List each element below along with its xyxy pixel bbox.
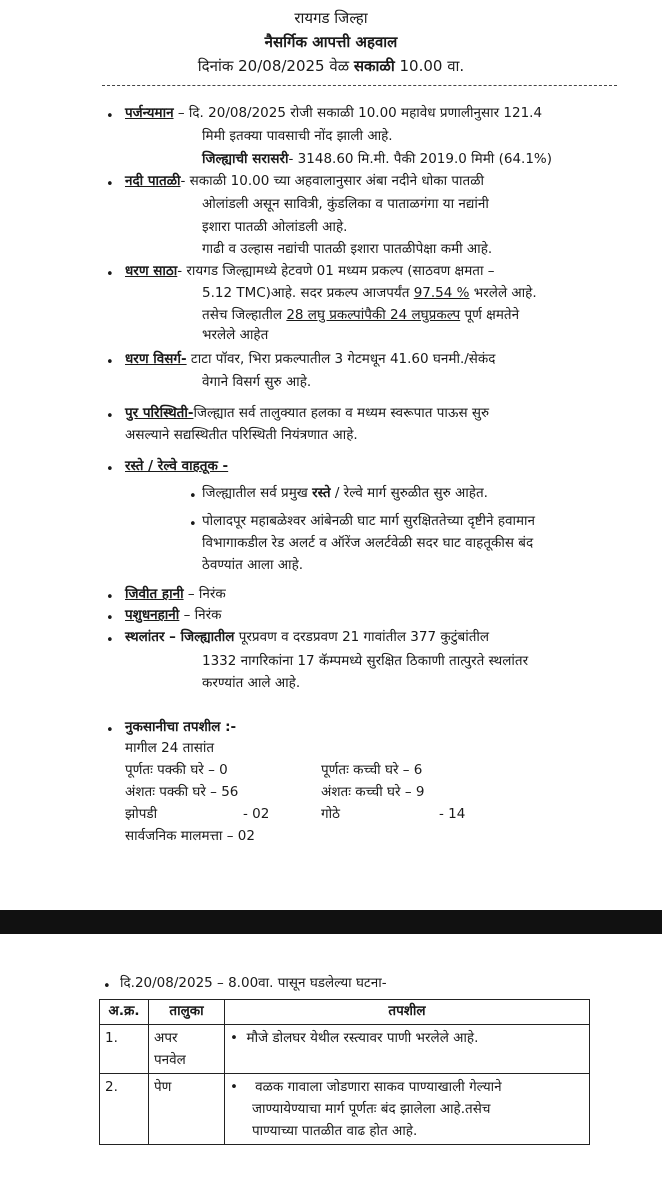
river-line-3: इशारा पातळी ओलांडली आहे. bbox=[202, 219, 348, 235]
relocation-label: स्थलांतर – जिल्ह्यातील bbox=[125, 629, 235, 645]
loss-life bbox=[125, 583, 226, 605]
transport-item-1 bbox=[202, 482, 488, 504]
damage-row-1-right: पूर्णतः कच्ची घरे – 6 bbox=[321, 762, 423, 778]
bullet-icon: • bbox=[106, 409, 114, 424]
cell-serial: 2. bbox=[100, 1074, 149, 1145]
bullet-icon: • bbox=[106, 462, 114, 477]
cell-serial: 1. bbox=[100, 1025, 149, 1074]
flood-line-2: असल्याने सद्यस्थितीत परिस्थिती नियंत्रणात आहे. bbox=[125, 427, 358, 443]
dam-storage-percent: 97.54 % bbox=[413, 285, 470, 301]
report-date bbox=[0, 56, 662, 76]
detail-line-1 bbox=[230, 1076, 584, 1098]
bullet-icon: • bbox=[106, 611, 114, 626]
damage-row-1-left: पूर्णतः पक्की घरे – 0 bbox=[125, 762, 228, 778]
dam-storage-line-3 bbox=[202, 304, 519, 326]
loss-animal-label: पशुधनहानी bbox=[125, 607, 180, 623]
dam-storage-text-3a: तसेच जिल्हातील bbox=[202, 307, 287, 323]
cell-taluka bbox=[149, 1025, 225, 1074]
river-line-1 bbox=[125, 170, 484, 192]
damage-shed-label: गोठे bbox=[321, 806, 340, 822]
relocation-text-1: पूरप्रवण व दरडप्रवण 21 गावांतील 377 कुटुंबांतील bbox=[234, 629, 490, 645]
date-time-bold: सकाळी bbox=[353, 57, 395, 75]
bullet-icon: • bbox=[106, 177, 114, 192]
damage-row-2-left: अंशतः पक्की घरे – 56 bbox=[125, 784, 239, 800]
detail-line-2: जाण्यायेण्याचा मार्ग पूर्णतः बंद झालेला आहे.तसेच bbox=[252, 1101, 491, 1117]
rainfall-line-2: मिमी इतक्या पावसाची नोंद झाली आहे. bbox=[202, 128, 393, 144]
report-title: नैसर्गिक आपत्ती अहवाल bbox=[264, 33, 398, 51]
transport-label-text: रस्ते / रेल्वे वाहतूक - bbox=[125, 458, 229, 474]
bullet-icon: • bbox=[103, 979, 111, 994]
river-line-2: ओलांडली असून सावित्री, कुंडलिका व पाताळगंगा या नद्यांनी bbox=[202, 196, 489, 212]
page-break bbox=[0, 910, 662, 934]
bullet-icon: • bbox=[106, 723, 114, 738]
river-text-1: - सकाळी 10.00 च्या अहवालानुसार अंबा नदीने धोका पातळी bbox=[180, 173, 484, 189]
flood-text-1: जिल्ह्यात सर्व तालुक्यात हलका व मध्यम स्वरूपात पाऊस सुरु bbox=[193, 405, 490, 421]
bullet-icon: • bbox=[230, 1079, 256, 1095]
transport-item-1-bold: रस्ते bbox=[312, 485, 331, 501]
flood-label: पुर परिस्थिती- bbox=[125, 405, 194, 421]
relocation-line-3: करण्यांत आले आहे. bbox=[202, 675, 301, 691]
loss-animal-value: – निरंक bbox=[179, 607, 222, 623]
incidents-table bbox=[99, 999, 590, 1145]
dam-storage-label: धरण साठा bbox=[125, 263, 178, 279]
dam-storage-text-2a: 5.12 TMC)आहे. सदर प्रकल्प आजपर्यंत bbox=[202, 285, 414, 301]
dam-storage-line-4: भरलेले आहेत bbox=[202, 327, 269, 343]
bullet-icon: • bbox=[106, 590, 114, 605]
dam-storage-minor-projects: 28 लघु प्रकल्पांपैकी 24 लघुप्रकल्प bbox=[286, 307, 461, 323]
loss-animal bbox=[125, 604, 222, 626]
rainfall-average-label: जिल्ह्याची सरासरी bbox=[202, 151, 289, 167]
damage-hut-label: झोपडी bbox=[125, 806, 158, 822]
detail-line-1 bbox=[230, 1027, 584, 1049]
transport-item-2-line-1: पोलादपूर महाबळेश्वर आंबेनळी घाट मार्ग सुरक्षिततेच्या दृष्टीने हवामान bbox=[202, 513, 536, 529]
rainfall-average-value: - 3148.60 मि.मी. पैकी 2019.0 मिमी (64.1%) bbox=[288, 151, 553, 167]
damage-shed-value: - 14 bbox=[439, 806, 466, 822]
relocation-line-1 bbox=[125, 626, 489, 648]
transport-item-2-line-3: ठेवण्यांत आला आहे. bbox=[202, 557, 304, 573]
incidents-heading: दि.20/08/2025 – 8.00वा. पासून घडलेल्या घटना- bbox=[120, 975, 387, 991]
bullet-icon: • bbox=[106, 355, 114, 370]
dam-storage-line-1 bbox=[125, 260, 495, 282]
damage-hut-value: - 02 bbox=[243, 806, 270, 822]
relocation-line-2: 1332 नागरिकांना 17 कॅम्पमध्ये सुरक्षित ठिकाणी तात्पुरते स्थलांतर bbox=[202, 653, 529, 669]
dam-storage-text-3b: पूर्ण क्षमतेने bbox=[460, 307, 520, 323]
table-row bbox=[100, 1025, 590, 1074]
rainfall-average bbox=[202, 148, 552, 170]
loss-life-label: जिवीत हानी bbox=[125, 586, 184, 602]
bullet-icon: • bbox=[106, 109, 114, 124]
bullet-icon: • bbox=[230, 1030, 247, 1046]
damage-row-2-right: अंशतः कच्ची घरे – 9 bbox=[321, 784, 425, 800]
flood-line-1 bbox=[125, 402, 489, 424]
transport-label bbox=[125, 455, 228, 477]
transport-item-1-b: / रेल्वे मार्ग सुरुळीत सुरु आहेत. bbox=[330, 485, 488, 501]
river-label: नदी पातळी bbox=[125, 173, 181, 189]
sub-bullet-icon: • bbox=[189, 489, 197, 504]
dam-discharge-line-1 bbox=[125, 348, 495, 370]
dam-storage-text-1: - रायगड जिल्ह्यामध्ये हेटवणे 01 मध्यम प्रकल्प (साठवण क्षमता – bbox=[177, 263, 495, 279]
dam-storage-text-2b: भरलेले आहे. bbox=[469, 285, 537, 301]
table-header-row bbox=[100, 1000, 590, 1025]
date-prefix: दिनांक 20/08/2025 वेळ bbox=[197, 57, 350, 75]
col-header-details: तपशील bbox=[225, 1000, 590, 1025]
date-suffix: 10.00 वा. bbox=[399, 57, 465, 75]
cell-detail bbox=[225, 1074, 590, 1145]
transport-item-1-a: जिल्ह्यातील सर्व प्रमुख bbox=[202, 485, 313, 501]
table-row bbox=[100, 1074, 590, 1145]
damage-period: मागील 24 तासांत bbox=[125, 740, 215, 756]
detail-text: वळक गावाला जोडणारा साकव पाण्याखाली गेल्याने bbox=[255, 1079, 502, 1095]
dam-storage-line-2 bbox=[202, 282, 537, 304]
damage-label-text: नुकसानीचा तपशील :- bbox=[125, 719, 237, 735]
dam-discharge-label: धरण विसर्ग- bbox=[125, 351, 187, 367]
rainfall-label: पर्जन्यमान bbox=[125, 105, 174, 121]
transport-item-2-line-2: विभागाकडील रेड अलर्ट व ऑरेंज अलर्टवेळी सदर घाट वाहतूकीस बंद bbox=[202, 535, 534, 551]
bullet-icon: • bbox=[106, 267, 114, 282]
loss-life-value: – निरंक bbox=[183, 586, 226, 602]
taluka-line-2: पनवेल bbox=[154, 1052, 186, 1068]
col-header-serial: अ.क्र. bbox=[100, 1000, 149, 1025]
taluka-line-1: अपर bbox=[154, 1030, 178, 1046]
col-header-taluka: तालुका bbox=[149, 1000, 225, 1025]
damage-public-property: सार्वजनिक मालमत्ता – 02 bbox=[125, 828, 255, 844]
cell-taluka bbox=[149, 1074, 225, 1145]
rainfall-text-1: – दि. 20/08/2025 रोजी सकाळी 10.00 महावेध प्रणालीनुसार 121.4 bbox=[173, 105, 543, 121]
rainfall-line-1 bbox=[125, 102, 542, 124]
district-name: रायगड जिल्हा bbox=[294, 9, 368, 27]
bullet-icon: • bbox=[106, 633, 114, 648]
damage-label bbox=[125, 716, 236, 738]
river-line-4: गाढी व उल्हास नद्यांची पातळी इशारा पातळीपेक्षा कमी आहे. bbox=[202, 241, 493, 257]
taluka-line-1: पेण bbox=[154, 1079, 172, 1095]
detail-line-3: पाण्याच्या पातळीत वाढ होत आहे. bbox=[252, 1123, 418, 1139]
cell-detail bbox=[225, 1025, 590, 1074]
sub-bullet-icon: • bbox=[189, 517, 197, 532]
detail-text: मौजे डोलघर येथील रस्त्यावर पाणी भरलेले आहे. bbox=[246, 1030, 479, 1046]
dam-discharge-line-2: वेगाने विसर्ग सुरु आहे. bbox=[202, 374, 312, 390]
dam-discharge-text-1: टाटा पॉवर, भिरा प्रकल्पातील 3 गेटमधून 41.60 घनमी./सेकंद bbox=[186, 351, 496, 367]
header-divider bbox=[102, 85, 617, 86]
